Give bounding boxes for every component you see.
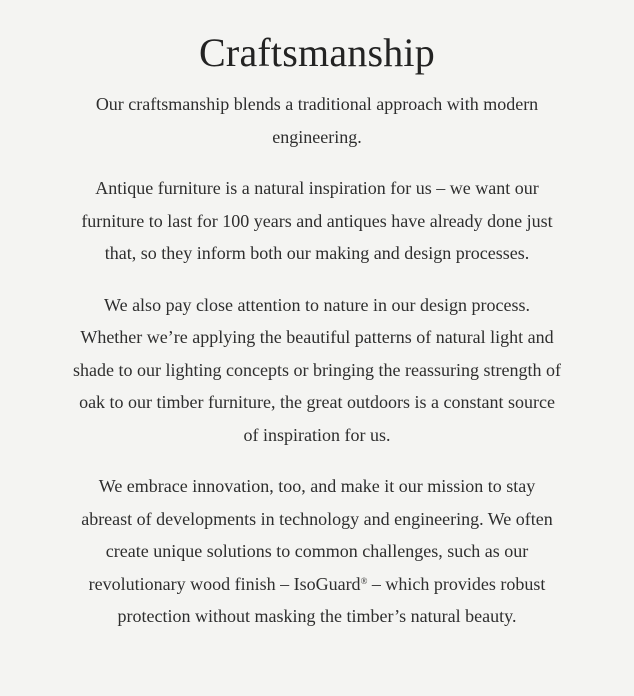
page-title: Craftsmanship: [199, 30, 435, 75]
paragraph-line: protection without masking the timber’s natural beauty.: [117, 606, 517, 626]
paragraph-line: abreast of developments in technology and engineering. We often: [81, 508, 553, 529]
paragraph-line: that, so they inform both our making and design processes.: [104, 243, 530, 263]
antique-paragraph: [72, 172, 562, 270]
registered-trademark-mark: ®: [360, 575, 368, 586]
paragraph-line: engineering.: [272, 126, 362, 147]
isoguard-text: revolutionary wood finish – IsoGuard: [88, 573, 361, 594]
paragraph-line: shade to our lighting concepts or bringing the reassuring strength of: [73, 359, 561, 380]
paragraph-line: Whether we’re applying the beautiful patterns of natural light and: [80, 327, 554, 347]
paragraph-line: Antique furniture is a natural inspiration for us – we want our: [95, 178, 539, 198]
paragraph-line: We also pay close attention to nature in our design process.: [104, 294, 530, 315]
nature-paragraph: [62, 289, 572, 452]
paragraph-line: oak to our timber furniture, the great outdoors is a constant source: [79, 392, 555, 412]
intro-paragraph: [82, 88, 552, 153]
paragraph-line: create unique solutions to common challenges, such as our: [105, 541, 529, 561]
paragraph-line: furniture to last for 100 years and antiques have already done just: [81, 210, 553, 231]
paragraph-line: [72, 568, 562, 601]
innovation-paragraph: [72, 470, 562, 633]
paragraph-line: of inspiration for us.: [243, 424, 391, 445]
paragraph-text: – which provides robust: [367, 573, 546, 594]
paragraph-line: Our craftsmanship blends a traditional approach with modern: [95, 94, 539, 114]
paragraph-line: We embrace innovation, too, and make it our mission to stay: [98, 476, 536, 496]
